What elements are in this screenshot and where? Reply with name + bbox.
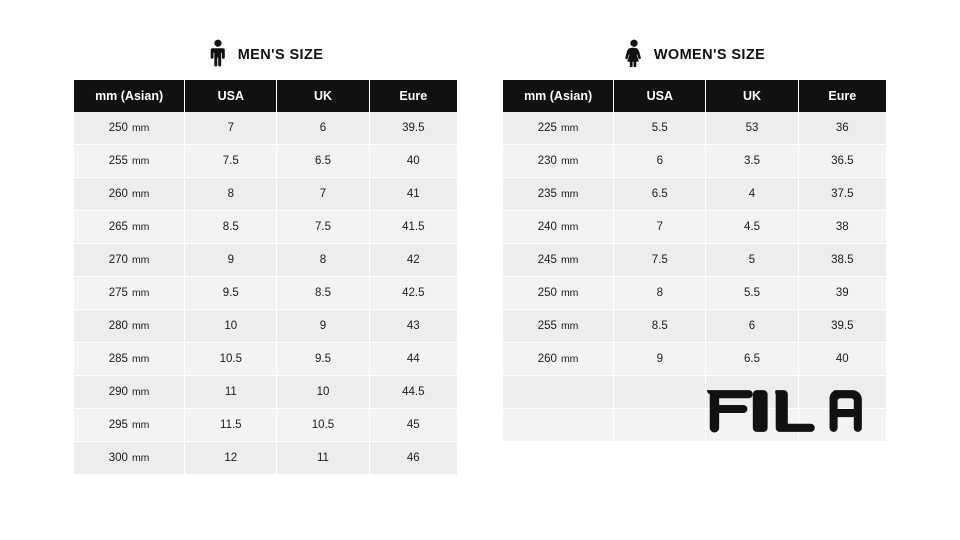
cell-uk xyxy=(706,376,798,409)
cell-eure: 42.5 xyxy=(369,277,457,310)
cell-mm-unit: mm xyxy=(131,254,150,266)
cell-mm xyxy=(503,310,614,343)
cell-uk: 4 xyxy=(706,178,798,211)
cell-uk: 4.5 xyxy=(706,211,798,244)
cell-eure xyxy=(798,376,886,409)
cell-mm xyxy=(74,376,185,409)
cell-usa: 12 xyxy=(185,442,277,475)
cell-usa: 11.5 xyxy=(185,409,277,442)
column-header-uk: UK xyxy=(706,80,798,112)
mens-size-block xyxy=(74,38,457,475)
cell-mm-value: 255 xyxy=(108,155,128,167)
table-row xyxy=(74,442,457,475)
cell-mm-unit: mm xyxy=(560,287,579,299)
cell-mm xyxy=(74,442,185,475)
cell-mm-value: 265 xyxy=(108,221,128,233)
table-row xyxy=(74,310,457,343)
cell-uk: 11 xyxy=(277,442,369,475)
womens-title-row xyxy=(503,38,886,72)
cell-usa xyxy=(614,409,706,442)
cell-uk: 6.5 xyxy=(706,343,798,376)
table-row xyxy=(503,211,886,244)
cell-uk: 53 xyxy=(706,112,798,145)
cell-eure: 37.5 xyxy=(798,178,886,211)
cell-usa: 6 xyxy=(614,145,706,178)
cell-eure xyxy=(798,409,886,442)
cell-eure: 39.5 xyxy=(369,112,457,145)
cell-uk: 10.5 xyxy=(277,409,369,442)
cell-mm-unit: mm xyxy=(131,122,150,134)
cell-eure: 40 xyxy=(798,343,886,376)
cell-mm-unit: mm xyxy=(131,353,150,365)
table-row xyxy=(74,409,457,442)
cell-usa: 10.5 xyxy=(185,343,277,376)
cell-mm xyxy=(74,409,185,442)
womens-size-table xyxy=(503,80,886,442)
column-header-usa: USA xyxy=(614,80,706,112)
cell-usa: 9 xyxy=(185,244,277,277)
cell-mm xyxy=(503,211,614,244)
cell-mm xyxy=(74,145,185,178)
cell-mm-value: 260 xyxy=(108,188,128,200)
cell-mm-unit: mm xyxy=(131,155,150,167)
cell-usa: 9.5 xyxy=(185,277,277,310)
cell-eure: 42 xyxy=(369,244,457,277)
mens-title-row xyxy=(74,38,457,72)
cell-mm xyxy=(503,112,614,145)
cell-eure: 39 xyxy=(798,277,886,310)
cell-mm xyxy=(74,178,185,211)
cell-usa: 5.5 xyxy=(614,112,706,145)
cell-usa: 7.5 xyxy=(614,244,706,277)
cell-usa: 8 xyxy=(185,178,277,211)
cell-eure: 41.5 xyxy=(369,211,457,244)
cell-mm xyxy=(503,277,614,310)
table-row xyxy=(503,343,886,376)
table-row-blank xyxy=(503,409,886,442)
cell-eure: 39.5 xyxy=(798,310,886,343)
cell-mm xyxy=(503,343,614,376)
table-row xyxy=(503,310,886,343)
womens-size-block xyxy=(503,38,886,475)
woman-icon xyxy=(624,39,644,72)
cell-uk: 6 xyxy=(277,112,369,145)
cell-mm-value: 280 xyxy=(108,320,128,332)
table-header-row xyxy=(503,80,886,112)
cell-mm-unit: mm xyxy=(131,452,150,464)
table-row xyxy=(503,112,886,145)
cell-mm-value: 250 xyxy=(537,287,557,299)
table-header-row xyxy=(74,80,457,112)
cell-mm-unit: mm xyxy=(131,188,150,200)
cell-uk: 8.5 xyxy=(277,277,369,310)
cell-usa: 6.5 xyxy=(614,178,706,211)
cell-uk: 9.5 xyxy=(277,343,369,376)
cell-uk: 10 xyxy=(277,376,369,409)
table-row-blank xyxy=(503,376,886,409)
table-row xyxy=(74,277,457,310)
cell-mm-unit: mm xyxy=(560,221,579,233)
cell-mm-value: 270 xyxy=(108,254,128,266)
column-header-eure: Eure xyxy=(798,80,886,112)
cell-uk: 5 xyxy=(706,244,798,277)
cell-uk: 8 xyxy=(277,244,369,277)
cell-eure: 38.5 xyxy=(798,244,886,277)
cell-mm-value: 275 xyxy=(108,287,128,299)
cell-mm-value: 295 xyxy=(108,419,128,431)
cell-eure: 36.5 xyxy=(798,145,886,178)
cell-uk: 6.5 xyxy=(277,145,369,178)
cell-mm-unit: mm xyxy=(560,188,579,200)
table-row xyxy=(74,178,457,211)
table-row xyxy=(74,244,457,277)
column-header-eure: Eure xyxy=(369,80,457,112)
cell-mm-unit: mm xyxy=(131,320,150,332)
cell-mm xyxy=(74,343,185,376)
cell-eure: 46 xyxy=(369,442,457,475)
table-row xyxy=(503,277,886,310)
womens-title: WOMEN'S SIZE xyxy=(653,47,766,63)
cell-mm-value: 240 xyxy=(537,221,557,233)
cell-usa: 9 xyxy=(614,343,706,376)
column-header-mm: mm (Asian) xyxy=(74,80,185,112)
cell-mm-unit: mm xyxy=(131,287,150,299)
cell-usa: 7 xyxy=(185,112,277,145)
cell-mm-unit: mm xyxy=(131,419,150,431)
cell-mm xyxy=(74,244,185,277)
cell-mm-value: 245 xyxy=(537,254,557,266)
table-row xyxy=(503,244,886,277)
cell-mm-unit: mm xyxy=(560,254,579,266)
cell-mm xyxy=(74,310,185,343)
cell-mm-value: 285 xyxy=(108,353,128,365)
cell-usa: 7 xyxy=(614,211,706,244)
cell-usa: 11 xyxy=(185,376,277,409)
mens-title: MEN'S SIZE xyxy=(237,47,324,63)
cell-mm-value: 250 xyxy=(108,122,128,134)
cell-eure: 45 xyxy=(369,409,457,442)
table-row xyxy=(74,376,457,409)
table-row xyxy=(74,112,457,145)
table-row xyxy=(74,211,457,244)
cell-mm xyxy=(503,376,614,409)
cell-usa: 8.5 xyxy=(614,310,706,343)
cell-mm-value: 300 xyxy=(108,452,128,464)
cell-mm xyxy=(74,211,185,244)
cell-eure: 40 xyxy=(369,145,457,178)
cell-uk: 5.5 xyxy=(706,277,798,310)
cell-mm xyxy=(503,244,614,277)
cell-mm-unit: mm xyxy=(560,122,579,134)
cell-mm-unit: mm xyxy=(560,155,579,167)
table-row xyxy=(74,343,457,376)
cell-mm-unit: mm xyxy=(131,386,150,398)
cell-uk: 3.5 xyxy=(706,145,798,178)
cell-mm-unit: mm xyxy=(131,221,150,233)
cell-usa: 8.5 xyxy=(185,211,277,244)
table-row xyxy=(503,178,886,211)
cell-mm-value: 255 xyxy=(537,320,557,332)
cell-uk: 7.5 xyxy=(277,211,369,244)
cell-mm-value: 230 xyxy=(537,155,557,167)
cell-mm xyxy=(74,112,185,145)
cell-eure: 36 xyxy=(798,112,886,145)
column-header-mm: mm (Asian) xyxy=(503,80,614,112)
column-header-usa: USA xyxy=(185,80,277,112)
cell-mm-unit: mm xyxy=(560,353,579,365)
man-icon xyxy=(208,39,228,72)
column-header-uk: UK xyxy=(277,80,369,112)
cell-mm-value: 290 xyxy=(108,386,128,398)
cell-usa: 10 xyxy=(185,310,277,343)
cell-eure: 41 xyxy=(369,178,457,211)
cell-uk: 9 xyxy=(277,310,369,343)
cell-usa xyxy=(614,376,706,409)
cell-mm xyxy=(74,277,185,310)
cell-mm-value: 225 xyxy=(537,122,557,134)
cell-mm xyxy=(503,409,614,442)
cell-mm-unit: mm xyxy=(560,320,579,332)
cell-uk xyxy=(706,409,798,442)
cell-eure: 44.5 xyxy=(369,376,457,409)
cell-uk: 7 xyxy=(277,178,369,211)
cell-eure: 38 xyxy=(798,211,886,244)
table-row xyxy=(503,145,886,178)
cell-mm xyxy=(503,178,614,211)
cell-mm-value: 235 xyxy=(537,188,557,200)
cell-usa: 8 xyxy=(614,277,706,310)
cell-mm xyxy=(503,145,614,178)
cell-uk: 6 xyxy=(706,310,798,343)
cell-eure: 43 xyxy=(369,310,457,343)
table-row xyxy=(74,145,457,178)
mens-size-table xyxy=(74,80,457,475)
cell-eure: 44 xyxy=(369,343,457,376)
cell-mm-value: 260 xyxy=(537,353,557,365)
cell-usa: 7.5 xyxy=(185,145,277,178)
